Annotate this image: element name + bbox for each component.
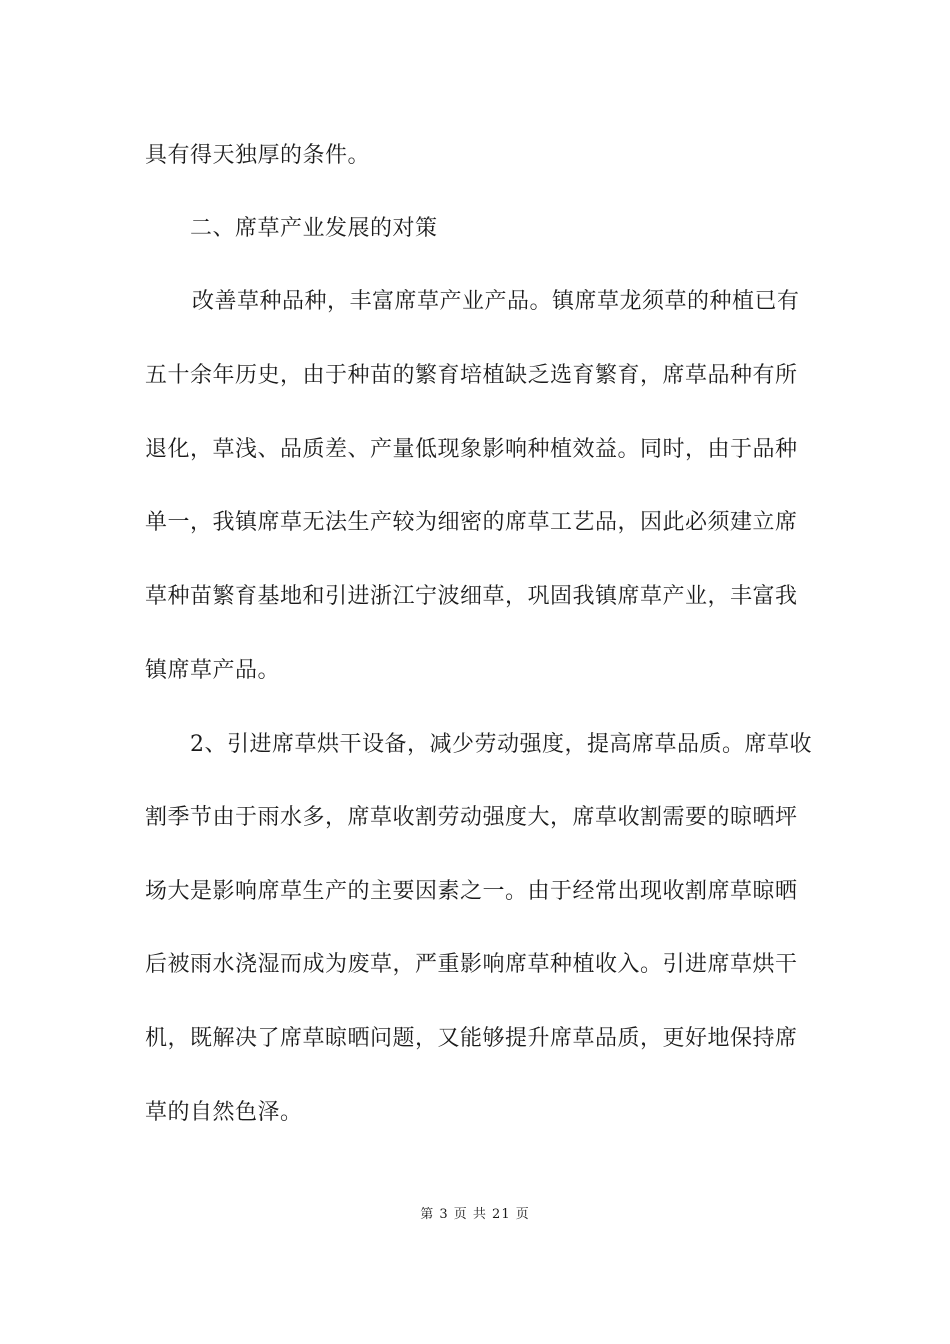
text-line-6: 单一，我镇席草无法生产较为细密的席草工艺品，因此必须建立席 — [145, 510, 798, 535]
text-line-14: 草的自然色泽。 — [145, 1100, 303, 1125]
text-line-8: 镇席草产品。 — [145, 658, 281, 683]
text-line-7: 草种苗繁育基地和引进浙江宁波细草，巩固我镇席草产业，丰富我 — [145, 584, 798, 609]
section-heading: 二、席草产业发展的对策 — [190, 216, 438, 241]
text-line-12: 后被雨水浇湿而成为废草，严重影响席草种植收入。引进席草烘干 — [145, 952, 798, 977]
text-line-4: 五十余年历史，由于种苗的繁育培植缺乏选育繁育，席草品种有所 — [145, 363, 798, 388]
text-line-5: 退化，草浅、品质差、产量低现象影响种植效益。同时，由于品种 — [145, 437, 798, 462]
text-line-3: 改善草种品种，丰富席草产业产品。镇席草龙须草的种植已有 — [192, 289, 800, 314]
text-line-11: 场大是影响席草生产的主要因素之一。由于经常出现收割席草晾晒 — [145, 879, 798, 904]
page-number-footer: 第 3 页 共 21 页 — [420, 1207, 530, 1222]
text-line-9: 2、引进席草烘干设备，减少劳动强度，提高席草品质。席草收 — [190, 732, 812, 757]
text-line-1: 具有得天独厚的条件。 — [145, 143, 371, 168]
text-line-13: 机，既解决了席草晾晒问题，又能够提升席草品质，更好地保持席 — [145, 1026, 798, 1051]
text-line-10: 割季节由于雨水多，席草收割劳动强度大，席草收割需要的晾晒坪 — [145, 805, 798, 830]
